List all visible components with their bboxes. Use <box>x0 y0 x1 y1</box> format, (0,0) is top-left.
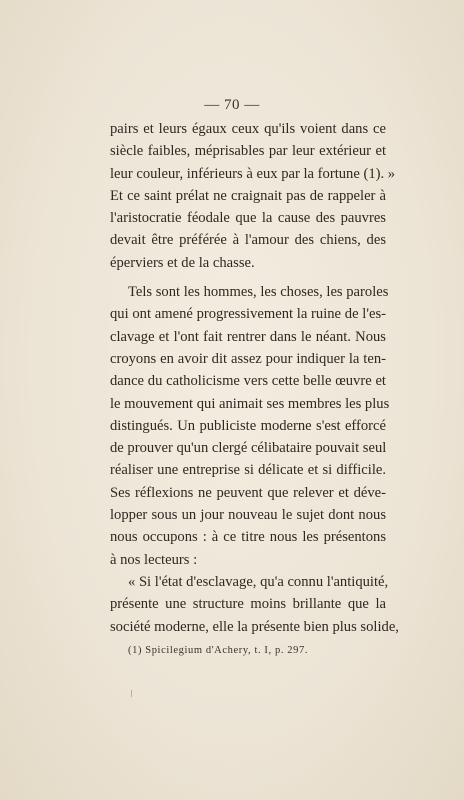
text-line: l'aristocratie féodale que la cause des pauvres <box>110 210 386 227</box>
text-line: clavage et l'ont fait rentrer dans le néant. Nous <box>110 328 386 345</box>
text-line: nous occupons : à ce titre nous les présentons <box>110 529 386 546</box>
text-line: réaliser une entreprise si délicate et si difficile. <box>110 462 386 479</box>
text-line: distingués. Un publiciste moderne s'est efforcé <box>110 417 386 434</box>
paragraph-2 <box>110 281 390 571</box>
text-line: Tels sont les hommes, les choses, les paroles <box>128 284 389 301</box>
text-line: leur couleur, inférieurs à eux par la fortune (1). » <box>110 165 396 182</box>
text-line: qui ont amené progressivement la ruine de l'es- <box>110 306 386 323</box>
paragraph-3 <box>110 571 399 638</box>
body-text <box>110 118 399 638</box>
text-line: devait être préférée à l'amour des chiens, des <box>110 232 386 249</box>
text-line: siècle faibles, méprisables par leur extérieur et <box>110 143 386 160</box>
text-line: Et ce saint prélat ne craignait pas de rappeler à <box>110 187 386 204</box>
page-number: — 70 — <box>204 97 260 113</box>
text-line: pairs et leurs égaux ceux qu'ils voient dans ce <box>110 121 386 137</box>
paragraph-1 <box>110 118 396 274</box>
text-line: le mouvement qui animait ses membres les plus <box>110 395 390 412</box>
text-line: à nos lecteurs : <box>110 551 198 568</box>
paper-mark <box>131 690 132 697</box>
text-line: présente une structure moins brillante que la <box>110 596 386 613</box>
footnote: (1) Spicilegium d'Achery, t. I, p. 297. <box>128 645 309 656</box>
text-line: « Si l'état d'esclavage, qu'a connu l'antiquité, <box>128 573 389 590</box>
text-line: de prouver qu'un clergé célibataire pouvait seul <box>110 440 387 457</box>
text-line: dance du catholicisme vers cette belle œuvre et <box>110 373 386 390</box>
text-line: société moderne, elle la présente bien plus solide, <box>110 618 399 635</box>
text-line: Ses réflexions ne peuvent que relever et déve- <box>110 484 386 501</box>
text-line: lopper sous un jour nouveau le sujet dont nous <box>110 507 386 524</box>
text-line: croyons en avoir dit assez pour indiquer la ten- <box>110 350 386 367</box>
text-line: éperviers et de la chasse. <box>110 254 255 271</box>
